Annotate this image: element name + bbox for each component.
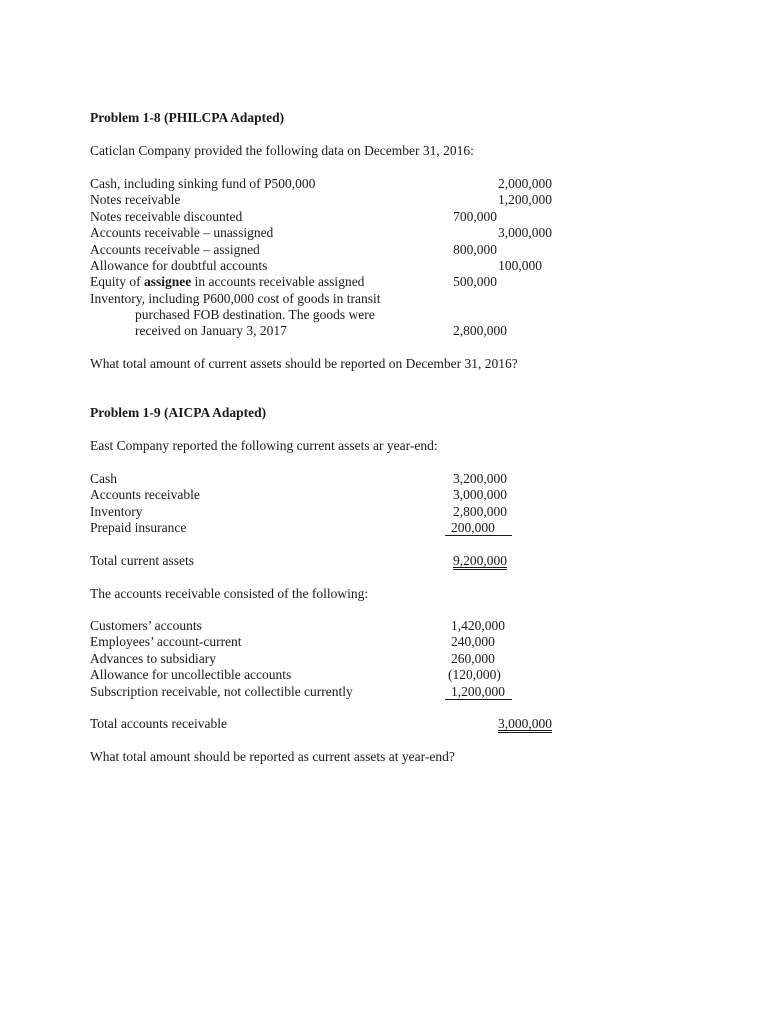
total-current-assets-amount: 9,200,000: [453, 553, 507, 568]
row-label: Equity of assignee in accounts receivable assigned: [90, 274, 365, 289]
total-accounts-receivable-label: Total accounts receivable: [90, 716, 227, 731]
row-amount: 1,200,000: [498, 192, 552, 207]
problem-1-8-question: What total amount of current assets should be reported on December 31, 2016?: [90, 356, 518, 371]
row-amount: 2,800,000: [453, 504, 507, 519]
problem-1-9-heading: Problem 1-9 (AICPA Adapted): [90, 405, 267, 420]
row-label: Notes receivable discounted: [90, 209, 243, 224]
row-amount: 100,000: [498, 258, 542, 273]
row-amount: 500,000: [453, 274, 497, 289]
row-amount: 240,000: [451, 634, 495, 649]
row-label: Customers’ accounts: [90, 618, 202, 633]
row-label: Cash, including sinking fund of P500,000: [90, 176, 316, 191]
sum-rule: [445, 535, 512, 536]
row-label: Subscription receivable, not collectible currently: [90, 684, 353, 699]
row-label: Inventory: [90, 504, 143, 519]
row-label: Advances to subsidiary: [90, 651, 216, 666]
row-label: Accounts receivable: [90, 487, 200, 502]
row-label: Employees’ account-current: [90, 634, 242, 649]
sum-rule: [445, 699, 512, 700]
row-amount: 2,800,000: [453, 323, 507, 338]
row-amount: 1,420,000: [451, 618, 505, 633]
row-amount: 800,000: [453, 242, 497, 257]
row-label: Cash: [90, 471, 117, 486]
row-amount: 3,000,000: [498, 225, 552, 240]
row-amount: 2,000,000: [498, 176, 552, 191]
row-label: Accounts receivable – unassigned: [90, 225, 274, 240]
ar-intro: The accounts receivable consisted of the following:: [90, 586, 369, 601]
row-label: Notes receivable: [90, 192, 181, 207]
row-amount: 700,000: [453, 209, 497, 224]
row-label: received on January 3, 2017: [135, 323, 287, 338]
row-label: Accounts receivable – assigned: [90, 242, 260, 257]
row-amount: (120,000): [448, 667, 501, 682]
row-amount: 3,200,000: [453, 471, 507, 486]
row-amount: 200,000: [451, 520, 495, 535]
problem-1-9-intro: East Company reported the following current assets ar year-end:: [90, 438, 438, 453]
problem-1-8-intro: Caticlan Company provided the following data on December 31, 2016:: [90, 143, 474, 158]
problem-1-8-heading: Problem 1-8 (PHILCPA Adapted): [90, 110, 285, 125]
problem-1-9-question: What total amount should be reported as current assets at year-end?: [90, 749, 455, 764]
row-label: Prepaid insurance: [90, 520, 187, 535]
row-amount: 260,000: [451, 651, 495, 666]
total-current-assets-label: Total current assets: [90, 553, 195, 568]
row-label: purchased FOB destination. The goods were: [135, 307, 375, 322]
total-accounts-receivable-amount: 3,000,000: [498, 716, 552, 731]
row-label: Allowance for uncollectible accounts: [90, 667, 292, 682]
row-label: Allowance for doubtful accounts: [90, 258, 268, 273]
row-amount: 1,200,000: [451, 684, 505, 699]
row-label: Inventory, including P600,000 cost of goods in transit: [90, 291, 381, 306]
row-amount: 3,000,000: [453, 487, 507, 502]
